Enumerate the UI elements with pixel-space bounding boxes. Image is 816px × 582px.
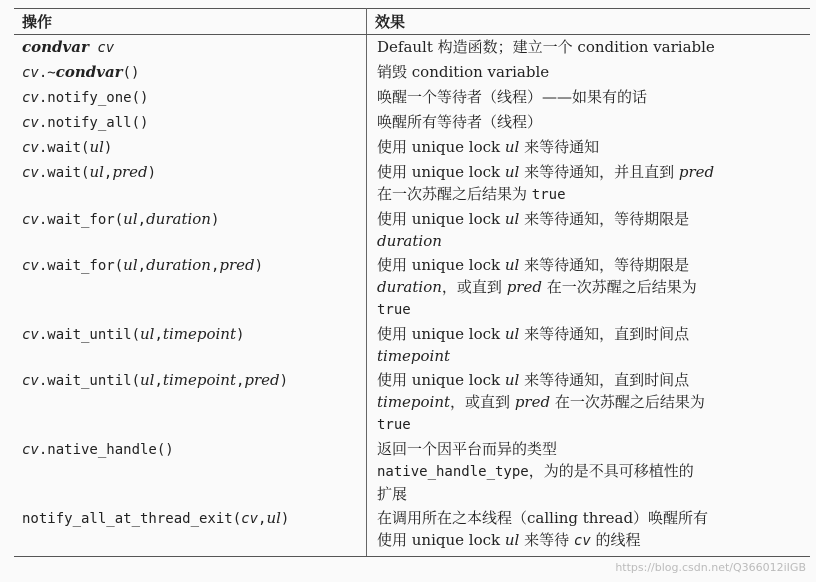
effect-cell: 销毁 condition variable	[377, 63, 550, 81]
operations-table	[14, 8, 810, 557]
table-row	[14, 160, 810, 207]
table-header	[14, 9, 810, 35]
operation-cell: cv.notify_all()	[14, 110, 367, 135]
operation-cell: cv.wait_for(ul,duration,pred)	[14, 253, 367, 322]
operation-cell: cv.wait(ul,pred)	[14, 160, 367, 207]
effect-cell: 返回一个因平台而异的类型 native_handle_type，为的是不具可移植性的 扩展	[377, 440, 694, 503]
effect-cell: 唤醒一个等待者（线程）——如果有的话	[377, 88, 648, 106]
effect-cell: Default 构造函数；建立一个 condition variable	[377, 38, 715, 56]
table-row	[14, 207, 810, 253]
effect-cell: 使用 unique lock ul 来等待通知，等待期限是 duration，或直到 pred 在一次苏醒之后结果为 true	[377, 256, 697, 318]
effect-cell: 使用 unique lock ul 来等待通知，并且直到 pred 在一次苏醒之后结果为 true	[377, 163, 715, 203]
table-row	[14, 506, 810, 557]
table-body	[14, 35, 810, 557]
table-row	[14, 135, 810, 160]
table-row	[14, 85, 810, 110]
operation-cell: cv.wait(ul)	[14, 135, 367, 160]
watermark: https://blog.csdn.net/Q366012iIGB	[615, 561, 806, 574]
effect-cell: 使用 unique lock ul 来等待通知，直到时间点 timepoint	[377, 325, 690, 365]
table-row	[14, 60, 810, 85]
table-row	[14, 110, 810, 135]
operation-cell: cv.wait_until(ul,timepoint)	[14, 322, 367, 368]
table-row	[14, 253, 810, 322]
operation-cell: cv.wait_until(ul,timepoint,pred)	[14, 368, 367, 437]
operation-cell: notify_all_at_thread_exit(cv,ul)	[14, 506, 367, 557]
operation-cell: cv.notify_one()	[14, 85, 367, 110]
operation-cell: condvar cv	[14, 35, 367, 61]
table-row	[14, 322, 810, 368]
table-row	[14, 368, 810, 437]
effect-cell: 使用 unique lock ul 来等待通知	[377, 138, 600, 156]
table-row	[14, 437, 810, 506]
effect-cell: 唤醒所有等待者（线程）	[377, 113, 543, 131]
effect-cell: 在调用所在之本线程（calling thread）唤醒所有 使用 unique lock ul 来等待 cv 的线程	[367, 506, 811, 557]
effect-cell: 使用 unique lock ul 来等待通知，等待期限是 duration	[377, 210, 690, 250]
operation-cell: cv.~condvar()	[14, 60, 367, 85]
effect-cell: 使用 unique lock ul 来等待通知，直到时间点 timepoint，或直到 pred 在一次苏醒之后结果为 true	[377, 371, 705, 433]
header-op: 操作	[14, 9, 367, 35]
operation-cell: cv.wait_for(ul,duration)	[14, 207, 367, 253]
operation-cell: cv.native_handle()	[14, 437, 367, 506]
header-effect: 效果	[367, 9, 811, 35]
table-row	[14, 35, 810, 61]
